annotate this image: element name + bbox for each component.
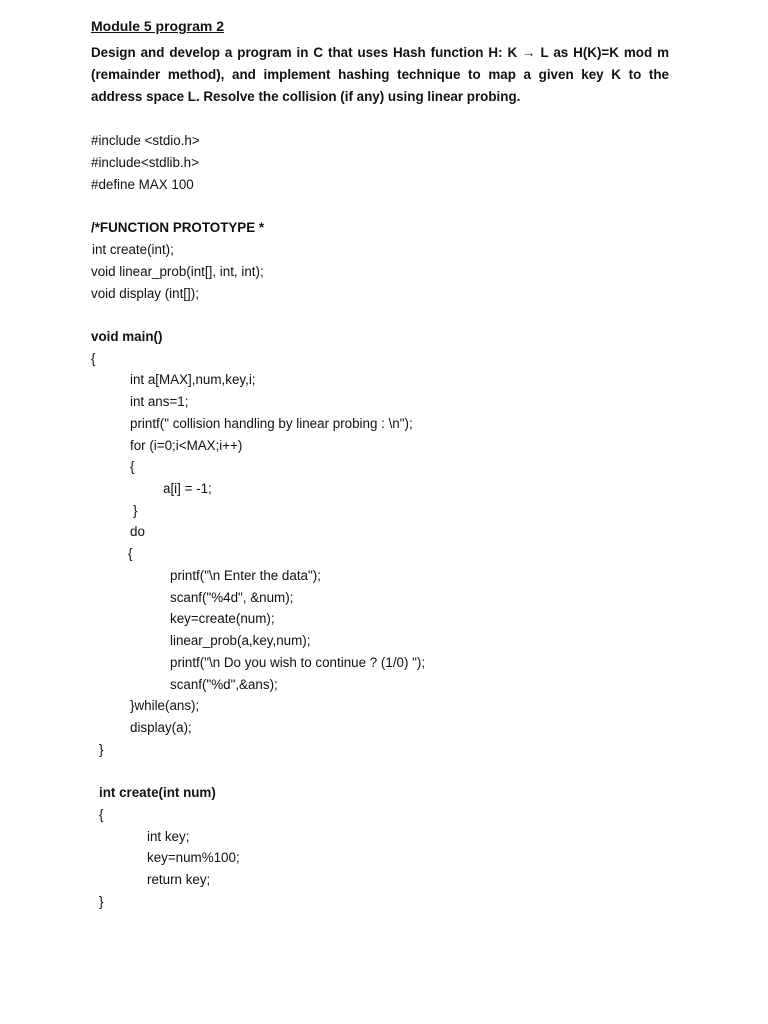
- code-line: #define MAX 100: [91, 177, 194, 192]
- code-line: }while(ans);: [130, 698, 200, 713]
- code-line: {: [130, 459, 135, 474]
- code-line: #include <stdio.h>: [91, 133, 200, 148]
- code-line: key=create(num);: [170, 611, 275, 626]
- code-line: #include<stdlib.h>: [91, 155, 199, 170]
- code-line: for (i=0;i<MAX;i++): [130, 438, 243, 453]
- code-line: a[i] = -1;: [163, 481, 212, 496]
- description-line: (remainder method), and implement hashing technique to map a given key K to the: [91, 67, 669, 82]
- code-line: void main(): [91, 329, 163, 344]
- code-line: key=num%100;: [147, 850, 240, 865]
- code-line: do: [130, 524, 145, 539]
- description-line: Design and develop a program in C that uses Hash function H: K → L as H(K)=K mod m: [91, 45, 669, 60]
- code-line: void linear_prob(int[], int, int);: [91, 264, 264, 279]
- code-line: printf(" collision handling by linear probing : \n");: [130, 416, 413, 431]
- code-line: linear_prob(a,key,num);: [170, 633, 311, 648]
- code-line: {: [99, 807, 104, 822]
- code-line: }: [133, 503, 138, 518]
- code-line: {: [128, 546, 133, 561]
- code-line: scanf("%4d", &num);: [170, 590, 294, 605]
- code-line: int key;: [147, 829, 190, 844]
- code-line: }: [99, 894, 104, 909]
- code-line: int ans=1;: [130, 394, 189, 409]
- code-line: int a[MAX],num,key,i;: [130, 372, 256, 387]
- page-title: Module 5 program 2: [91, 18, 225, 34]
- code-line: void display (int[]);: [91, 286, 199, 301]
- code-line: display(a);: [130, 720, 192, 735]
- code-line: }: [99, 742, 104, 757]
- code-line: /*FUNCTION PROTOTYPE *: [91, 220, 265, 235]
- description-line: address space L. Resolve the collision (if any) using linear probing.: [91, 89, 521, 104]
- code-line: scanf("%d",&ans);: [170, 677, 278, 692]
- code-line: int create(int num): [99, 785, 216, 800]
- code-line: {: [91, 351, 96, 366]
- code-line: int create(int);: [92, 242, 174, 257]
- code-line: return key;: [147, 872, 211, 887]
- code-line: printf("\n Do you wish to continue ? (1/0) ");: [170, 655, 426, 670]
- code-line: printf("\n Enter the data");: [170, 568, 321, 583]
